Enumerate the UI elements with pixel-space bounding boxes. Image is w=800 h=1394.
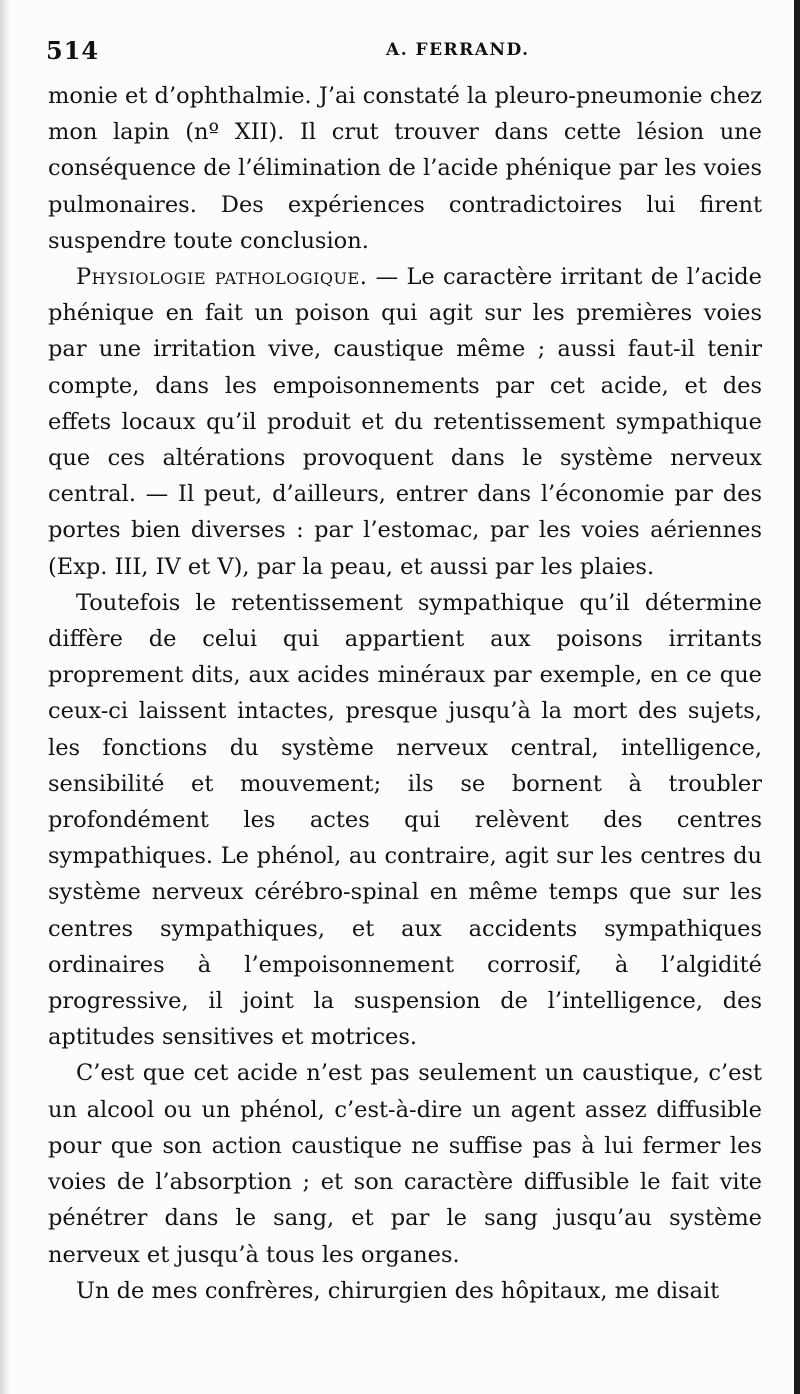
body-text: [48, 78, 762, 1309]
paragraph-caustique: C’est que cet acide n’est pas seulement un caustique, c’est un alcool ou un phénol, c’est-à-dire un agent assez diffusible pour que son action caustique ne suffise pas à lui fermer les voies de l’absorption ; et son caractère diffusible le fait vite pénétrer dans le sang, et par le sang jusqu’au système nerveux et jusqu’à tous les organes.: [48, 1060, 762, 1268]
page-number: 514: [46, 36, 100, 65]
paragraph-confreres: Un de mes confrères, chirurgien des hôpitaux, me disait: [76, 1277, 720, 1304]
paragraph-continuation: monie et d’ophthalmie. J’ai constaté la pleuro-pneumonie chez mon lapin (nº XII). Il crut trouver dans cette lésion une conséquence de l’élimination de l’acide phénique par les voies pulmonaires. Des expériences contradictoires lui firent suspendre toute conclusion.: [48, 83, 762, 254]
paragraph-text: — Le caractère irritant de l’acide phénique en fait un poison qui agit sur les premières voies par une irritation vive, caustique même ; aussi faut-il tenir compte, dans les empoisonnements par cet acide, et des effets locaux qu’il produit et du retentissement sympathique que ces altérations provoquent dans le système nerveux central. — Il peut, d’ailleurs, entrer dans l’économie par des portes bien diverses : par l’estomac, par les voies aériennes (Exp. III, IV et V), par la peau, et aussi par les plaies.: [48, 264, 762, 580]
section-heading-inline: Physiologie pathologique.: [76, 264, 368, 291]
paragraph-toutefois: Toutefois le retentissement sympathique qu’il détermine diffère de celui qui appartient aux poisons irritants proprement dits, aux acides minéraux par exemple, en ce que ceux-ci laissent intactes, presque jusqu’à la mort des sujets, les fonctions du système nerveux central, intelligence, sensibilité et mouvement; ils se bornent à troubler profondément les actes qui relèvent des centres sympathiques. Le phénol, au contraire, agit sur les centres du système nerveux cérébro-spinal en même temps que sur les centres sympathiques, et aux accidents sympathiques ordinaires à l’empoisonnement corrosif, à l’algidité progressive, il joint la suspension de l’intelligence, des aptitudes sensitives et motrices.: [48, 589, 762, 1051]
running-head: A. FERRAND.: [386, 40, 530, 60]
paragraph-physiologie: [48, 259, 762, 585]
page-header: [46, 36, 754, 70]
